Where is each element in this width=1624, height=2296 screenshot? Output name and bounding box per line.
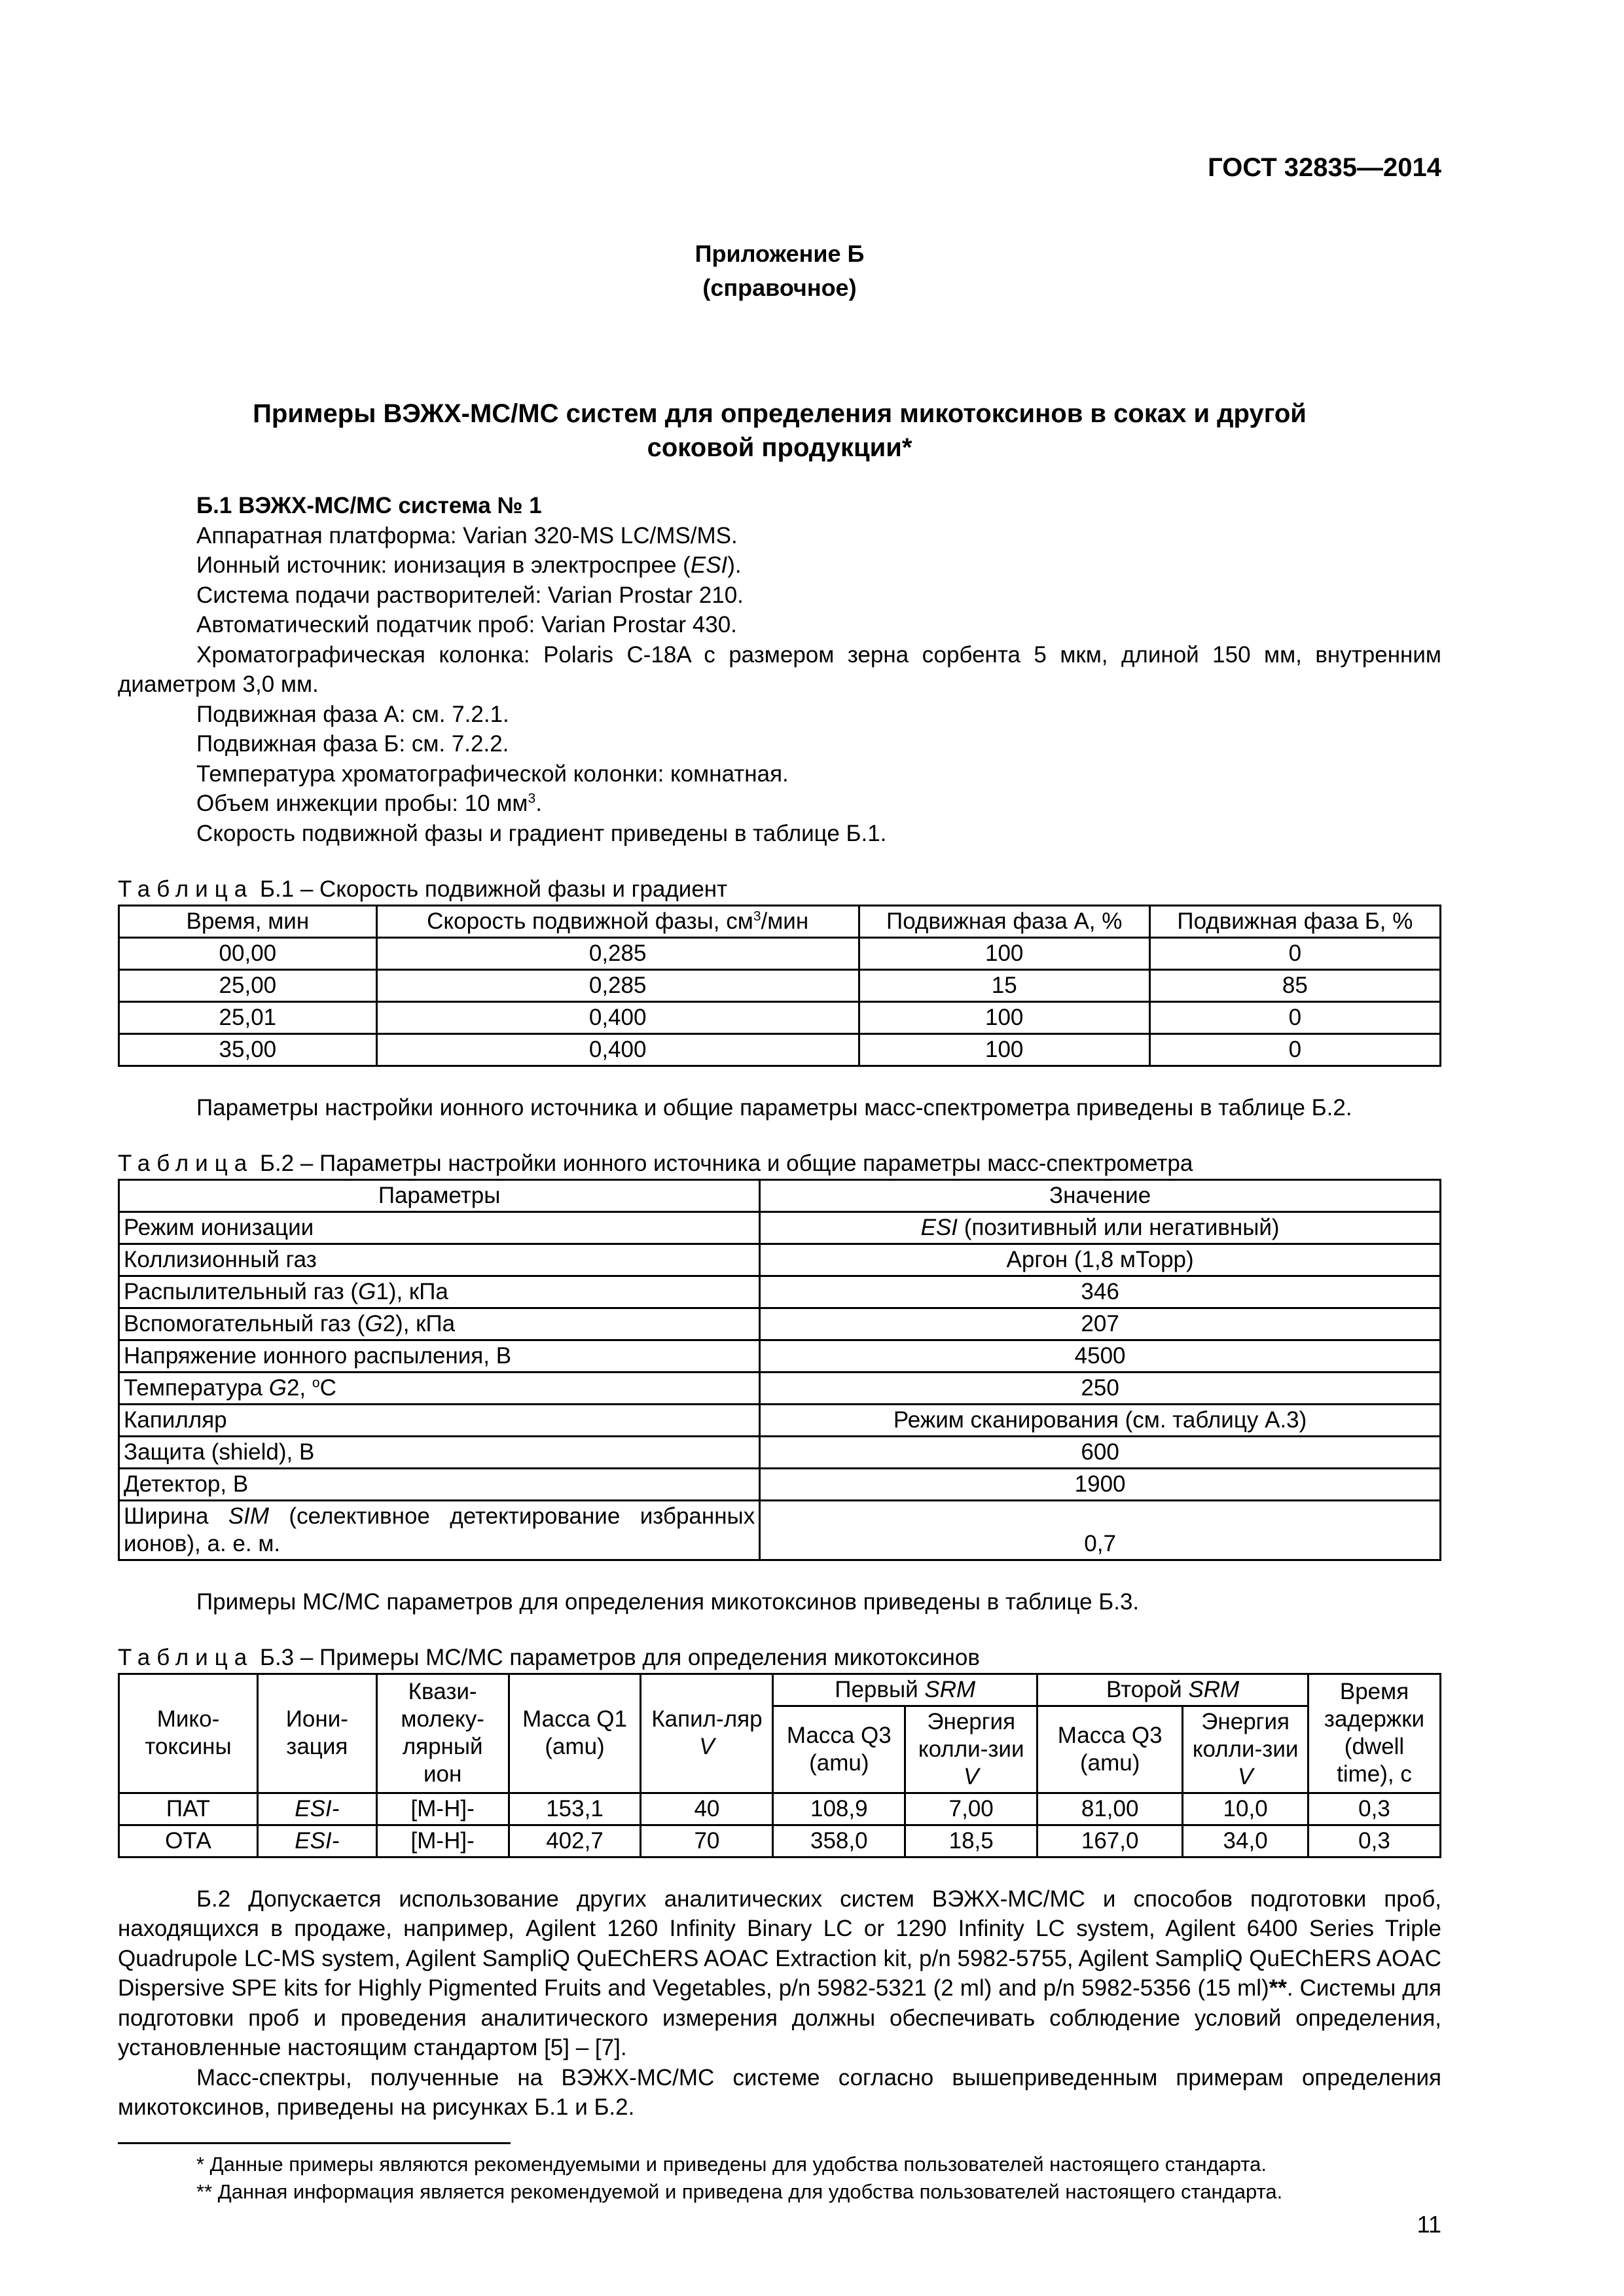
table1-cell: 35,00 <box>119 1033 377 1066</box>
injection-suffix: . <box>535 791 542 817</box>
table1-cell: 0,400 <box>376 1001 859 1033</box>
platform-line: Аппаратная платформа: Varian 320-MS LC/MS/MS. <box>196 522 738 548</box>
table3-header-second-srm-italic: SRM <box>1188 1676 1240 1702</box>
table2-header-value: Значение <box>760 1179 1441 1211</box>
footnote-divider <box>118 2142 511 2144</box>
table2-param-prefix: Вспомогательный газ ( <box>124 1310 365 1336</box>
table1-cell: 100 <box>859 1001 1149 1033</box>
table2-param-italic: SIM <box>228 1503 270 1529</box>
table3-header-capillary-prefix: Капил-ляр <box>651 1706 763 1732</box>
table2-param: Режим ионизации <box>119 1211 760 1244</box>
table3-cell-ionization-text: ESI- <box>295 1795 340 1821</box>
table2-value: Аргон (1,8 мТорр) <box>760 1244 1441 1276</box>
table2-caption <box>118 1149 1441 1179</box>
table2-value: 207 <box>760 1308 1441 1340</box>
table3-cell-ion: [M-H]- <box>376 1825 509 1857</box>
section-b2-footnote-marker: ** <box>1269 1975 1287 2001</box>
table2-value: 250 <box>760 1372 1441 1404</box>
table2-value-italic: ESI <box>920 1214 958 1240</box>
footnote-1: * Данные примеры являются рекомендуемыми и приведены для удобства пользователей настоящего стандарта. <box>196 2152 1267 2176</box>
table2-param-italic: G <box>365 1310 383 1336</box>
ion-source-suffix: ). <box>727 552 742 579</box>
table1-cell: 15 <box>859 969 1149 1001</box>
table3-header-energy-1-italic: V <box>964 1763 979 1789</box>
page-number: 11 <box>1416 2210 1441 2238</box>
table3-header-ionization: Иони-зация <box>257 1674 376 1793</box>
table3-header-mass-q3-1: Масса Q3 (amu) <box>773 1706 905 1793</box>
table3-cell-ea: 18,5 <box>905 1825 1038 1857</box>
table2-caption-text: Б.2 – Параметры настройки ионного источника и общие параметры масс-спектрометра <box>259 1151 1193 1177</box>
main-title-line-2: соковой продукции* <box>647 433 912 463</box>
main-title-line-1: Примеры ВЭЖХ-МС/МС систем для определения микотоксинов в соках и другой <box>253 399 1307 429</box>
table3-cell-q3a: 108,9 <box>773 1793 905 1825</box>
table2-header-params: Параметры <box>119 1179 760 1211</box>
table3-cell-ion: [M-H]- <box>376 1793 509 1825</box>
table1-cell: 0 <box>1149 1033 1440 1066</box>
table3-cell-q3a: 358,0 <box>773 1825 905 1857</box>
injection-sup: 3 <box>528 791 536 806</box>
table-b3 <box>118 1673 1441 1858</box>
table3-header-mass-q3-2: Масса Q3 (amu) <box>1038 1706 1183 1793</box>
table1-cell: 0,400 <box>376 1033 859 1066</box>
table-row <box>119 1033 1441 1066</box>
table3-header-quasi-ion: Квази-молеку-лярный ион <box>376 1674 509 1793</box>
annex-subtitle: (справочное) <box>702 274 857 302</box>
table3-cell-eb: 34,0 <box>1183 1825 1308 1857</box>
table1-cell: 85 <box>1149 969 1440 1001</box>
table2-value <box>760 1211 1441 1244</box>
table3-caption-label: Таблица <box>118 1645 254 1671</box>
table-row <box>119 1404 1441 1436</box>
table2-param: Коллизионный газ <box>119 1244 760 1276</box>
table2-param-suffix: 1), кПа <box>376 1278 448 1304</box>
table-row <box>119 1500 1441 1560</box>
table3-header-capillary <box>641 1674 773 1793</box>
table3-header-energy-2 <box>1183 1706 1308 1793</box>
ion-source-abbrev: ESI <box>690 552 728 579</box>
table-row <box>119 1372 1441 1404</box>
table2-value: 0,7 <box>760 1500 1441 1560</box>
table3-cell-toxin: ОТА <box>119 1825 258 1857</box>
table3-cell-ionization <box>257 1825 376 1857</box>
table2-param <box>119 1308 760 1340</box>
table-b1 <box>118 905 1441 1067</box>
table-row <box>119 1308 1441 1340</box>
section-b2-text-before: Б.2 Допускается использование других аналитических систем ВЭЖХ-МС/МС и способов подготовки проб, находящихся в продаже, например, Agilent 1260 Infinity Binary LC or 1290 Infinity LC system, Agilent 6400 Series Triple Quadrupole LC-MS system, Agilent SampliQ QuEChERS AOAC Extraction kit, p/n 5982-5755, Agilent SampliQ QuEChERS AOAC Dispersive SPE kits for Highly Pigmented Fruits and Vegetables, p/n 5982-5321 (2 ml) and p/n 5982-5356 (15 ml) <box>118 1886 1441 2001</box>
table1-header-phase-b: Подвижная фаза Б, % <box>1149 905 1440 937</box>
table1-cell: 25,01 <box>119 1001 377 1033</box>
phase-b-line: Подвижная фаза Б: см. 7.2.2. <box>196 731 509 757</box>
table3-cell-dwell: 0,3 <box>1308 1825 1441 1857</box>
table3-header-energy-2-prefix: Энергия колли-зии <box>1192 1708 1299 1762</box>
table2-param-sup: o <box>312 1375 320 1391</box>
table3-cell-q1: 153,1 <box>509 1793 641 1825</box>
table1-caption <box>118 874 1441 905</box>
table-row <box>119 1793 1441 1825</box>
table1-header-flow-prefix: Скорость подвижной фазы, см <box>427 908 753 934</box>
table2-param-suffix: С <box>319 1374 336 1401</box>
table1-cell: 0 <box>1149 1001 1440 1033</box>
annex-title: Приложение Б <box>695 240 865 267</box>
table3-header-dwell: Время задержки (dwell time), с <box>1308 1674 1441 1793</box>
table3-header-energy-2-italic: V <box>1237 1763 1254 1789</box>
table1-cell: 00,00 <box>119 937 377 969</box>
section-b1-heading: Б.1 ВЭЖХ-МС/МС система № 1 <box>196 493 542 519</box>
table2-param-suffix: 2), кПа <box>382 1310 456 1336</box>
table2-param <box>119 1372 760 1404</box>
table2-value: 1900 <box>760 1468 1441 1500</box>
table2-param: Детектор, В <box>119 1468 760 1500</box>
table2-value: Режим сканирования (см. таблицу А.3) <box>760 1404 1441 1436</box>
table3-cell-ionization-text: ESI- <box>295 1827 340 1854</box>
table2-value: 346 <box>760 1276 1441 1308</box>
mass-spectra-paragraph: Масс-спектры, полученные на ВЭЖХ-МС/МС системе согласно вышеприведенным примерам определения микотоксинов, приведены на рисунках Б.1 и Б.2. <box>118 2064 1441 2121</box>
table1-cell: 100 <box>859 1033 1149 1066</box>
table1-header-flow-suffix: /мин <box>761 908 809 934</box>
table2-param: Капилляр <box>119 1404 760 1436</box>
document-code: ГОСТ 32835—2014 <box>1208 153 1441 182</box>
table2-value-rest: (позитивный или негативный) <box>958 1214 1280 1240</box>
injection-line <box>118 789 1441 819</box>
table3-cell-q3b: 167,0 <box>1038 1825 1183 1857</box>
table-row <box>119 1001 1441 1033</box>
table2-intro: Параметры настройки ионного источника и общие параметры масс-спектрометра приведены в таблице Б.2. <box>196 1094 1352 1121</box>
table1-cell: 25,00 <box>119 969 377 1001</box>
table3-cell-cap: 40 <box>641 1793 773 1825</box>
table3-header-first-srm-prefix: Первый <box>835 1676 925 1702</box>
table3-header-first-srm-italic: SRM <box>924 1676 976 1702</box>
table3-caption <box>118 1643 1441 1673</box>
section-b2-paragraph <box>118 1884 1441 2063</box>
solvent-system-line: Система подачи растворителей: Varian Prostar 210. <box>196 582 744 608</box>
table-row <box>119 969 1441 1001</box>
table1-caption-label: Таблица <box>118 876 254 903</box>
table1-cell: 0,285 <box>376 969 859 1001</box>
table1-header-flow <box>376 905 859 937</box>
table3-header-mass-q1: Масса Q1 (amu) <box>509 1674 641 1793</box>
table3-cell-ionization <box>257 1793 376 1825</box>
table3-cell-ea: 7,00 <box>905 1793 1038 1825</box>
annex-heading <box>118 237 1441 305</box>
table3-header-first-srm <box>773 1674 1038 1706</box>
ion-source-line <box>118 550 1441 581</box>
table-row <box>119 1340 1441 1372</box>
table3-cell-cap: 70 <box>641 1825 773 1857</box>
table2-param: Напряжение ионного распыления, В <box>119 1340 760 1372</box>
table1-cell: 100 <box>859 937 1149 969</box>
table2-param: Защита (shield), В <box>119 1436 760 1468</box>
footnote-2: ** Данная информация является рекомендуемой и приведена для удобства пользователей настоящего стандарта. <box>196 2179 1283 2203</box>
table3-header-second-srm-prefix: Второй <box>1106 1676 1189 1702</box>
table3-cell-q3b: 81,00 <box>1038 1793 1183 1825</box>
table-b2 <box>118 1179 1441 1561</box>
table-row <box>119 1211 1441 1244</box>
table3-cell-toxin: ПАТ <box>119 1793 258 1825</box>
table2-value: 4500 <box>760 1340 1441 1372</box>
phase-a-line: Подвижная фаза А: см. 7.2.1. <box>196 701 509 727</box>
section-b2-text-after: . Системы для подготовки проб и проведения аналитического измерения должны обеспечивать соблюдение условий определения, установленные настоящим стандартом [5] – [7]. <box>118 1975 1441 2061</box>
table1-header-flow-sup: 3 <box>753 908 761 924</box>
table3-intro: Примеры МС/МС параметров для определения микотоксинов приведены в таблице Б.3. <box>196 1588 1140 1615</box>
main-title <box>118 397 1441 465</box>
table1-cell: 0,285 <box>376 937 859 969</box>
table-row <box>119 1468 1441 1500</box>
table3-caption-text: Б.3 – Примеры МС/МС параметров для определения микотоксинов <box>259 1645 980 1671</box>
table2-param-prefix: Ширина <box>124 1503 228 1529</box>
temperature-line: Температура хроматографической колонки: комнатная. <box>196 761 789 787</box>
injection-prefix: Объем инжекции пробы: 10 мм <box>196 791 528 817</box>
table2-param-prefix: Распылительный газ ( <box>124 1278 359 1304</box>
table2-param-italic: G <box>268 1374 287 1401</box>
table1-header-phase-a: Подвижная фаза А, % <box>859 905 1149 937</box>
table1-header-row <box>119 905 1441 937</box>
table2-param <box>119 1500 760 1560</box>
table-row <box>119 1825 1441 1857</box>
table3-cell-q1: 402,7 <box>509 1825 641 1857</box>
table1-caption-text: Б.1 – Скорость подвижной фазы и градиент <box>259 876 728 903</box>
flow-note-line: Скорость подвижной фазы и градиент приведены в таблице Б.1. <box>196 820 887 846</box>
table-row <box>119 1436 1441 1468</box>
table-row <box>119 1276 1441 1308</box>
table2-param-suffix: (селективное детектирование избранных ионов), а. е. м. <box>124 1503 755 1556</box>
table2-value: 600 <box>760 1436 1441 1468</box>
table1-cell: 0 <box>1149 937 1440 969</box>
column-line: Хроматографическая колонка: Polaris C-18A с размером зерна сорбента 5 мкм, длиной 150 мм, внутренним диаметром 3,0 мм. <box>118 641 1441 698</box>
table-row <box>119 1244 1441 1276</box>
autosampler-line: Автоматический податчик проб: Varian Prostar 430. <box>196 612 737 638</box>
table3-cell-eb: 10,0 <box>1183 1793 1308 1825</box>
ion-source-prefix: Ионный источник: ионизация в электроспрее ( <box>196 552 691 579</box>
table2-param-prefix: Температура <box>124 1374 269 1401</box>
table3-header-energy-1 <box>905 1706 1038 1793</box>
table3-header-capillary-italic: V <box>699 1734 715 1760</box>
table2-param <box>119 1276 760 1308</box>
table2-header-row <box>119 1179 1441 1211</box>
document-page <box>118 151 1441 2240</box>
table3-cell-dwell: 0,3 <box>1308 1793 1441 1825</box>
table2-param-mid: 2, <box>286 1374 312 1401</box>
table3-header-energy-1-prefix: Энергия колли-зии <box>918 1708 1024 1762</box>
table1-header-time: Время, мин <box>119 905 377 937</box>
table2-param-italic: G <box>358 1278 376 1304</box>
table3-header-row-1 <box>119 1674 1441 1706</box>
table2-caption-label: Таблица <box>118 1151 254 1177</box>
table-row <box>119 937 1441 969</box>
table3-header-mycotoxins: Мико-токсины <box>119 1674 258 1793</box>
table3-header-second-srm <box>1038 1674 1308 1706</box>
